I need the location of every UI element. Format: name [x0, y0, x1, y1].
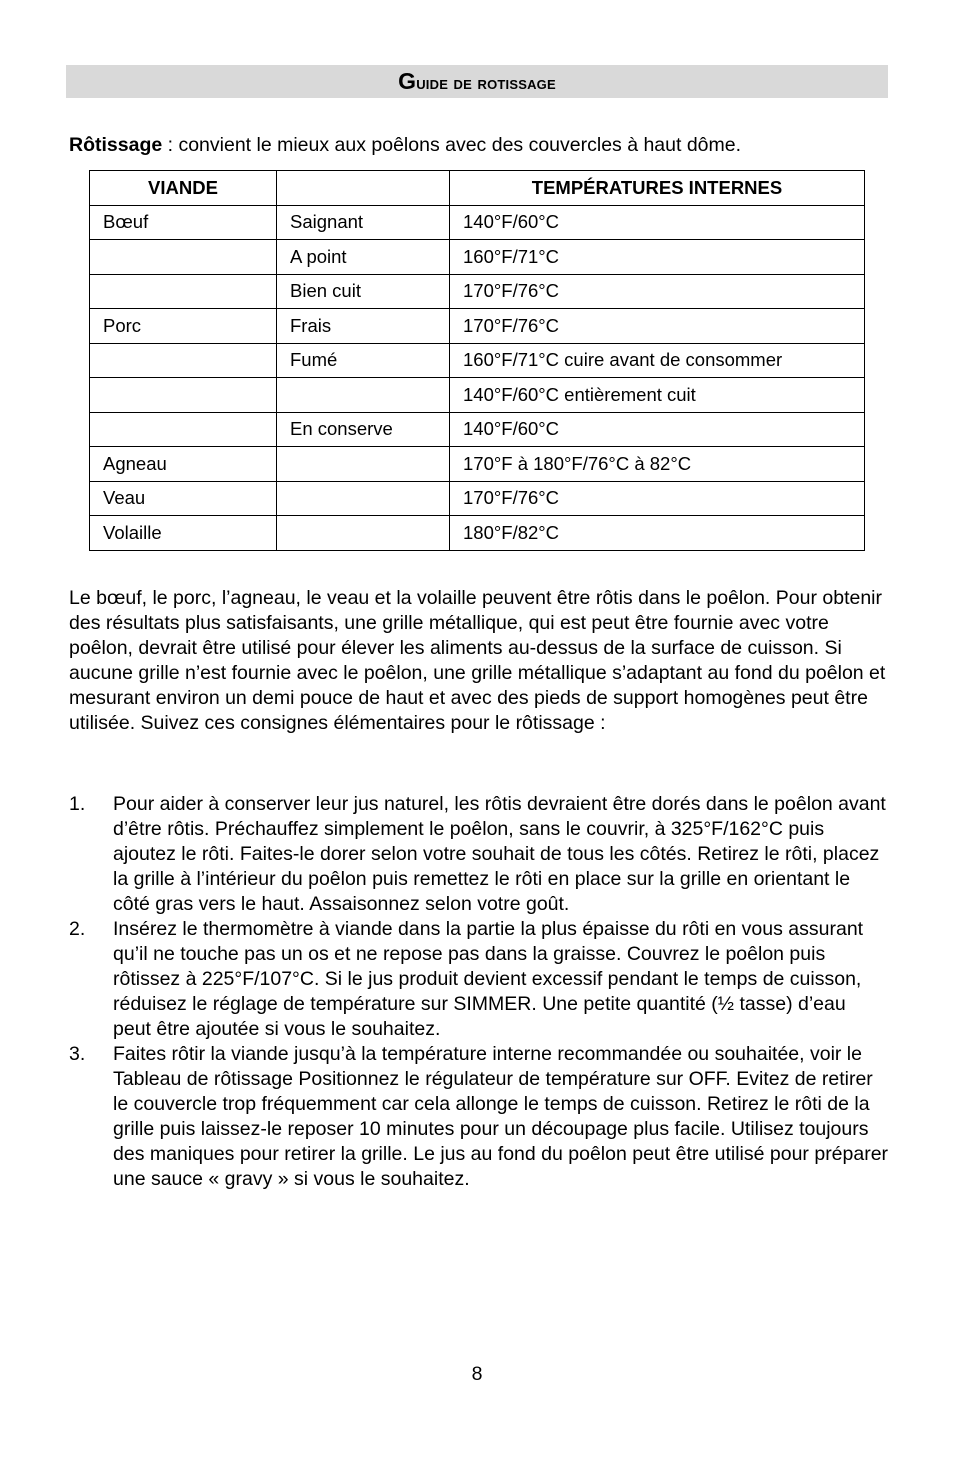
temperature-cell: 160°F/71°C cuire avant de consommer	[450, 343, 865, 378]
doneness-cell	[277, 378, 450, 413]
table-header-row	[90, 171, 865, 206]
page-title	[66, 65, 888, 100]
temperature-cell: 170°F/76°C	[450, 309, 865, 344]
meat-cell	[90, 240, 277, 275]
step-text: Insérez le thermomètre à viande dans la partie la plus épaisse du rôti en vous assurant qu’il ne touche pas un os et ne repose pas dans la graisse. Couvrez le poêlon puis rôtissez à 225°F/107°C. Si le jus produit devient excessif pendant le temps de cuisson, réduisez le réglage de température sur SIMMER. Une petite quantité (½ tasse) d’eau peut être ajoutée si vous le souhaitez.	[113, 918, 864, 1040]
header-doneness	[277, 171, 450, 206]
intro-label: Rôtissage	[69, 134, 163, 156]
table-row	[90, 378, 865, 413]
step-number: 3.	[69, 1043, 86, 1065]
page-title-initial: G	[398, 68, 417, 94]
doneness-cell	[277, 447, 450, 482]
list-item	[69, 792, 889, 917]
doneness-cell: En conserve	[277, 412, 450, 447]
step-text: Faites rôtir la viande jusqu’à la température interne recommandée ou souhaitée, voir le Tableau de rôtissage Positionnez le régulateur de température sur OFF. Evitez de retirer le couvercle trop fréquemment car cela allonge le temps de cuisson. Retirez le rôti de la grille puis laissez-le reposer 10 minutes pour un découpage plus facile. Utilisez toujours des maniques pour retirer la grille. Le jus au fond du poêlon peut être utilisé pour préparer une sauce « gravy » si vous le souhaitez.	[113, 1043, 889, 1190]
meat-cell: Volaille	[90, 516, 277, 551]
doneness-cell	[277, 516, 450, 551]
doneness-cell: A point	[277, 240, 450, 275]
intro-line	[69, 134, 741, 157]
meat-cell	[90, 378, 277, 413]
table-row	[90, 309, 865, 344]
table-row	[90, 343, 865, 378]
meat-cell: Bœuf	[90, 205, 277, 240]
temperature-cell: 180°F/82°C	[450, 516, 865, 551]
temperature-cell: 170°F à 180°F/76°C à 82°C	[450, 447, 865, 482]
step-text: Pour aider à conserver leur jus naturel, les rôtis devraient être dorés dans le poêlon avant d’être rôtis. Préchauffez simplement le poêlon, sans le couvrir, à 325°F/162°C puis ajoutez le rôti. Faites-le dorer selon votre souhait de tous les côtés. Retirez le rôti, placez la grille à l’intérieur du poêlon puis remettez le rôti en place sur la grille en orientant le côté gras vers le haut. Assaisonnez selon votre goût.	[113, 793, 886, 915]
step-number: 2.	[69, 918, 86, 940]
temperature-cell: 140°F/60°C	[450, 412, 865, 447]
roasting-temperature-table	[89, 170, 865, 551]
temperature-cell: 140°F/60°C	[450, 205, 865, 240]
temperature-cell: 170°F/76°C	[450, 481, 865, 516]
intro-text: : convient le mieux aux poêlons avec des couvercles à haut dôme.	[162, 134, 742, 156]
doneness-cell: Frais	[277, 309, 450, 344]
header-internal-temperatures: TEMPÉRATURES INTERNES	[450, 171, 865, 206]
meat-cell	[90, 412, 277, 447]
table-row	[90, 447, 865, 482]
table-row	[90, 412, 865, 447]
table-row	[90, 205, 865, 240]
meat-cell	[90, 343, 277, 378]
page-title-rest: uide de rotissage	[416, 73, 556, 94]
meat-cell: Agneau	[90, 447, 277, 482]
temperature-cell: 140°F/60°C entièrement cuit	[450, 378, 865, 413]
doneness-cell	[277, 481, 450, 516]
doneness-cell: Bien cuit	[277, 274, 450, 309]
list-item	[69, 917, 889, 1042]
page-number: 8	[471, 1363, 483, 1385]
table-row	[90, 481, 865, 516]
roasting-steps-list	[69, 792, 889, 1192]
table-row	[90, 516, 865, 551]
temperature-cell: 160°F/71°C	[450, 240, 865, 275]
meat-cell	[90, 274, 277, 309]
list-item	[69, 1042, 889, 1192]
meat-cell: Porc	[90, 309, 277, 344]
doneness-cell: Saignant	[277, 205, 450, 240]
step-number: 1.	[69, 793, 86, 815]
header-meat: VIANDE	[90, 171, 277, 206]
doneness-cell: Fumé	[277, 343, 450, 378]
table-row	[90, 274, 865, 309]
meat-cell: Veau	[90, 481, 277, 516]
temperature-cell: 170°F/76°C	[450, 274, 865, 309]
table-row	[90, 240, 865, 275]
title-bar	[66, 65, 888, 98]
body-paragraph: Le bœuf, le porc, l’agneau, le veau et la volaille peuvent être rôtis dans le poêlon. Pour obtenir des résultats plus satisfaisants, une grille métallique, qui est peut être fournie avec votre poêlon, devrait être utilisé pour élever les aliments au-dessus de la surface de cuisson. Si aucune grille n’est fournie avec le poêlon, une grille métallique s’adaptant au fond du poêlon et mesurant environ un demi pouce de haut et avec des pieds de support homogènes peut être utilisée. Suivez ces consignes élémentaires pour le rôtissage :	[69, 587, 886, 734]
